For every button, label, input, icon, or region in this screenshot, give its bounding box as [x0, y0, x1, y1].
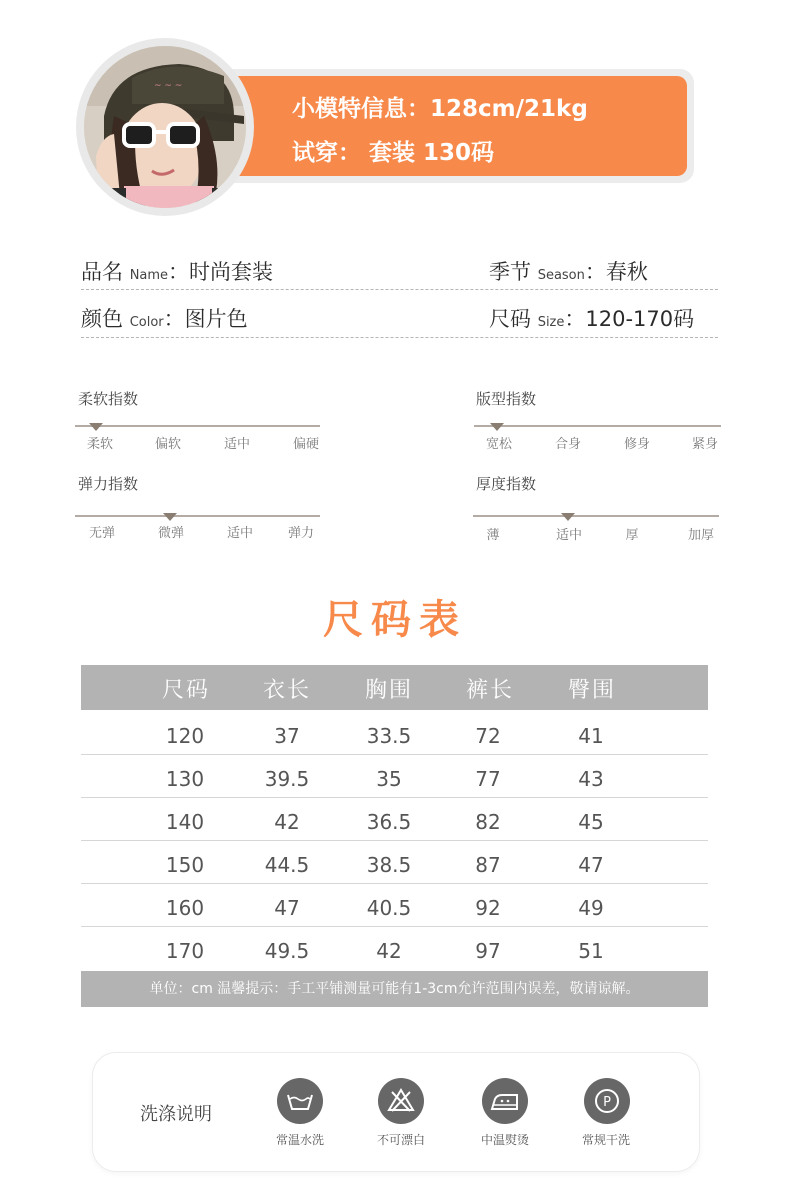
table-row — [81, 755, 708, 798]
table-cell: 47 — [578, 853, 604, 877]
size-label: 尺码 — [489, 307, 531, 331]
fit-label-0: 宽松 — [485, 437, 513, 452]
table-cell: 97 — [475, 939, 501, 963]
table-cell: 77 — [475, 767, 501, 791]
color-label: 颜色 — [81, 307, 123, 331]
table-cell: 39.5 — [264, 767, 310, 791]
model-try-text: 试穿： 套装 130码 — [292, 140, 495, 166]
color-label-en: Color — [129, 315, 164, 330]
table-cell: 150 — [165, 853, 205, 877]
table-cell: 47 — [274, 896, 300, 920]
hand-wash-icon — [277, 1078, 323, 1124]
fit-label-1: 合身 — [554, 437, 582, 452]
thickness-label-2: 厚 — [625, 528, 639, 543]
model-info-text: 小模特信息：128cm/21kg — [292, 96, 588, 122]
header-size: 尺码 — [161, 678, 211, 703]
fit-index-title: 版型指数 — [476, 390, 537, 408]
header-hip: 臀围 — [567, 678, 617, 703]
season-value: ：春秋 — [584, 260, 648, 284]
table-cell: 160 — [165, 896, 205, 920]
softness-index-track — [75, 425, 320, 427]
elasticity-label-3: 弹力 — [287, 526, 315, 541]
wash-label: 中温熨烫 — [480, 1133, 530, 1147]
size-chart-title: 尺码表 — [323, 597, 467, 643]
table-cell: 51 — [578, 939, 604, 963]
size-value: ：120-170码 — [564, 307, 695, 331]
divider — [81, 337, 718, 338]
elasticity-label-0: 无弹 — [88, 526, 116, 541]
header-pants-length: 裤长 — [465, 678, 515, 703]
table-cell: 82 — [475, 810, 501, 834]
table-cell: 44.5 — [264, 853, 310, 877]
table-cell: 87 — [475, 853, 501, 877]
table-cell: 45 — [578, 810, 604, 834]
season-label: 季节 — [489, 260, 531, 284]
size-label-en: Size — [537, 315, 565, 330]
elasticity-label-1: 微弹 — [157, 526, 185, 541]
table-cell: 40.5 — [366, 896, 412, 920]
color-row — [81, 303, 248, 333]
washing-title: 洗涤说明 — [140, 1104, 212, 1125]
divider — [81, 289, 718, 290]
table-cell: 72 — [475, 724, 501, 748]
table-cell: 36.5 — [366, 810, 412, 834]
table-cell: 33.5 — [366, 724, 412, 748]
size-table-header — [81, 665, 708, 710]
table-cell: 49 — [578, 896, 604, 920]
header-length: 衣长 — [262, 678, 312, 703]
svg-text:P: P — [603, 1095, 611, 1110]
header-chest: 胸围 — [364, 678, 414, 703]
thickness-index-title: 厚度指数 — [476, 475, 537, 493]
table-row — [81, 884, 708, 927]
svg-text:~ ~ ~: ~ ~ ~ — [154, 81, 183, 91]
fit-label-2: 修身 — [623, 437, 651, 452]
thickness-index-track — [473, 515, 719, 517]
table-cell: 42 — [376, 939, 402, 963]
dry-clean-icon — [584, 1078, 630, 1124]
elasticity-index-track — [75, 515, 320, 517]
product-name-row — [81, 256, 273, 286]
table-cell: 120 — [165, 724, 205, 748]
thickness-index-marker — [561, 513, 575, 521]
softness-label-2: 适中 — [223, 437, 251, 452]
table-row — [81, 841, 708, 884]
fit-index-marker — [490, 423, 504, 431]
name-label: 品名 — [81, 260, 123, 284]
thickness-label-3: 加厚 — [687, 528, 715, 543]
size-row — [489, 303, 694, 333]
no-bleach-icon — [378, 1078, 424, 1124]
model-avatar — [84, 46, 246, 208]
table-cell: 130 — [165, 767, 205, 791]
softness-index-title: 柔软指数 — [78, 390, 139, 408]
fit-label-3: 紧身 — [691, 437, 719, 452]
color-value: ：图片色 — [163, 307, 248, 331]
season-label-en: Season — [537, 268, 585, 283]
table-row — [81, 927, 708, 970]
table-cell: 92 — [475, 896, 501, 920]
table-cell: 35 — [376, 767, 402, 791]
softness-label-0: 柔软 — [86, 437, 114, 452]
name-value: ：时尚套装 — [168, 260, 274, 284]
elasticity-index-marker — [163, 513, 177, 521]
table-cell: 43 — [578, 767, 604, 791]
wash-label: 不可漂白 — [376, 1133, 426, 1147]
measurement-note: 单位：cm 温馨提示：手工平铺测量可能有1-3cm允许范围内误差，敬请谅解。 — [81, 971, 708, 1007]
table-cell: 170 — [165, 939, 205, 963]
table-cell: 140 — [165, 810, 205, 834]
wash-label: 常温水洗 — [275, 1133, 325, 1147]
table-cell: 38.5 — [366, 853, 412, 877]
table-row — [81, 798, 708, 841]
table-row — [81, 712, 708, 755]
table-cell: 37 — [274, 724, 300, 748]
wash-label: 常规干洗 — [581, 1133, 631, 1147]
softness-label-1: 偏软 — [154, 437, 182, 452]
name-label-en: Name — [129, 268, 169, 283]
table-cell: 42 — [274, 810, 300, 834]
thickness-label-1: 适中 — [555, 528, 583, 543]
elasticity-index-title: 弹力指数 — [78, 475, 139, 493]
season-row — [489, 256, 648, 286]
softness-label-3: 偏硬 — [292, 437, 320, 452]
thickness-label-0: 薄 — [486, 528, 500, 543]
table-cell: 49.5 — [264, 939, 310, 963]
table-cell: 41 — [578, 724, 604, 748]
fit-index-track — [474, 425, 721, 427]
softness-index-marker — [89, 423, 103, 431]
iron-icon — [482, 1078, 528, 1124]
elasticity-label-2: 适中 — [226, 526, 254, 541]
